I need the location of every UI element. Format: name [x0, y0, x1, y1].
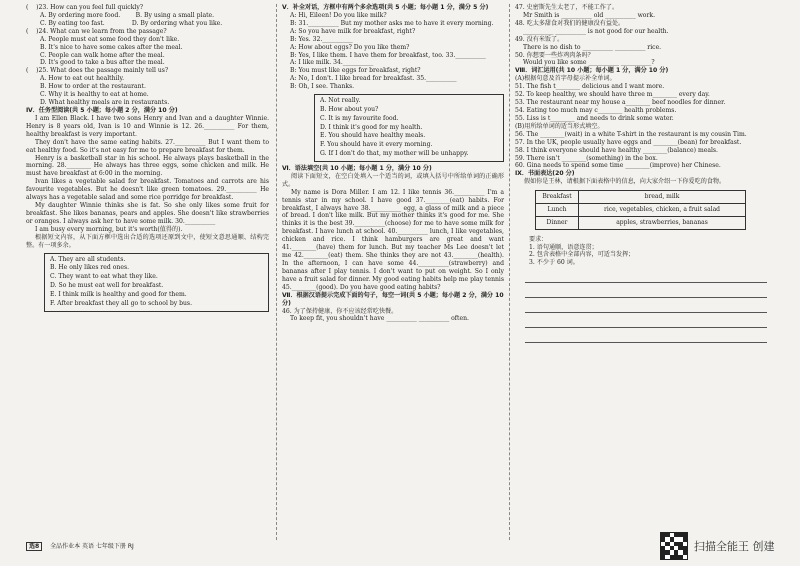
part-a-instruction: (A)根据句意及首字母提示补全单词。 [515, 75, 616, 83]
vocab-item: 57. In the UK, people usually have eggs and ________(bean) for breakfast. [515, 138, 742, 146]
q48-english: __________ __________ is not good for our health. [523, 27, 669, 35]
option-item: D. I think it's good for my health. [320, 123, 423, 131]
section-6-title: Ⅵ．语法填空(共 10 小题；每小题 1 分，满分 10 分) [282, 164, 432, 172]
dialogue-line: B: Yes, I like them. I have them for breakfast, too. 33.__________ [290, 51, 486, 59]
passage-paragraph: Henry is a basketball star in his school. He always plays basketball in the morning. 28.________ He always has three eggs, some chicken and milk. He must have breakfast at 6:00 in the morning. [26, 154, 271, 178]
option-item: E. You should have healthy meals. [320, 132, 426, 140]
vocab-item: 59. There isn't ________(something) in the box. [515, 154, 658, 162]
passage-paragraph: I am busy every morning, but it's worth(值得的). [35, 225, 183, 233]
food-table [535, 190, 746, 229]
vocab-item: 55. Liss is t________ and needs to drink some water. [515, 114, 674, 122]
q25: ( )25. What does the passage mainly tell us? [26, 67, 169, 75]
page-number: 选8 [26, 542, 42, 551]
vocab-item: 52. To keep healthy, we should have three m________ every day. [515, 91, 710, 99]
writing-line[interactable] [525, 303, 767, 313]
q47-english: Mr Smith is __________ old __________ work. [523, 11, 656, 19]
passage-paragraph: Ivan likes a vegetable salad for breakfast. Tomatoes and carrots are his favourite vegetables. But he doesn't like green tomatoes. 29.__________ He always has a vegetable salad and some rice porridge for breakfast. [26, 178, 271, 202]
section-8-title: Ⅷ．词汇运用(共 10 小题；每小题 1 分，满分 10 分) [515, 67, 669, 75]
q50-english: Would you like some __________ __________? [523, 59, 655, 67]
dialogue-options-box [314, 94, 504, 162]
passage-paragraph: They don't have the same eating habits. 27.__________ But I want them to eat healthy food. So it's not easy for me to prepare breakfast for them. [26, 138, 271, 154]
q46-chinese: 46. 为了保持健康，你不应该经常吃快餐。 [282, 307, 398, 315]
options-box [44, 253, 269, 312]
section-5-title: Ⅴ．补全对话，方框中有两个多余选项(共 5 小题；每小题 1 分，满分 5 分) [282, 4, 489, 11]
table-cell: Lunch [536, 204, 579, 217]
option-item: G. If I don't do that, my mother will be unhappy. [320, 150, 469, 158]
q24-option-c: C. People can walk home after the meal. [40, 51, 165, 59]
writing-instruction: 假如你是王林，请根据下面表格中的信息，向大家介绍一下你爱吃的食物。 [524, 178, 726, 186]
q24-option-a: A. People must eat some food they don't like. [40, 35, 180, 43]
dialogue-line: A: How about eggs? Do you like them? [290, 43, 410, 51]
writing-line[interactable] [525, 273, 767, 283]
q24-option-b: B. It's nice to have some cakes after the meal. [40, 43, 183, 51]
requirement-item: 3. 不少于 60 词。 [529, 259, 579, 267]
watermark-text: 扫描全能王 创建 [694, 540, 775, 553]
q46-english: To keep fit, you shouldn't have __________ __________ often. [290, 315, 469, 323]
vocab-item: 56. The ________(wait) in a white T-shirt in the restaurant is my cousin Tim. [515, 130, 747, 138]
vocab-item: 60. Gina needs to spend some time ________(improve) her Chinese. [515, 162, 721, 170]
table-cell: rice, vegetables, chicken, a fruit salad [579, 204, 746, 217]
column-middle [282, 4, 504, 323]
q23: ( )23. How can you feel full quickly? [26, 4, 144, 11]
q24-option-d: D. It's good to take a bus after the meal. [40, 59, 165, 67]
option-item: B. He only likes red ones. [50, 264, 130, 272]
writing-line[interactable] [525, 318, 767, 328]
requirements-title: 要求： [529, 235, 548, 243]
page-footer [26, 541, 134, 550]
q23-option-cd: C. By eating too fast. D. By ordering what you like. [40, 19, 223, 27]
book-title: 全品作业本 英语 七年级下册 RJ [50, 543, 134, 550]
section-9-title: Ⅸ．书面表达(20 分) [515, 170, 575, 178]
column-right [515, 4, 777, 348]
dialogue-line: A: So you have milk for breakfast, right? [290, 27, 416, 35]
table-cell: Dinner [536, 216, 579, 229]
q50-chinese: 50. 你想要一些炸鸡肉条吗？ [515, 51, 594, 59]
requirement-item: 2. 包含表格中全部内容，可适当发挥； [529, 251, 635, 259]
dialogue-line: B: 31.__________ But my mother asks me to have it every morning. [290, 19, 494, 27]
table-cell: Breakfast [536, 191, 579, 204]
q24: ( )24. What can we learn from the passage? [26, 27, 167, 35]
table-cell: bread, milk [579, 191, 746, 204]
writing-lines[interactable] [525, 273, 777, 343]
vocab-item: 51. The fish t________ delicious and I want more. [515, 83, 665, 91]
vocab-item: 53. The restaurant near my house a________ beef noodles for dinner. [515, 99, 726, 107]
q23-option-ab: A. By ordering more food. B. By using a small plate. [40, 11, 215, 19]
option-item: C. They want to eat what they like. [50, 273, 158, 281]
table-row [536, 216, 746, 229]
q25-option-a: A. How to eat out healthily. [40, 75, 125, 83]
option-item: B. How about you? [320, 105, 379, 113]
dialogue-line: A: Hi, Eileen! Do you like milk? [290, 11, 387, 19]
dialogue-line: B: You must like eggs for breakfast, right? [290, 67, 421, 75]
section-4-title: Ⅳ．任务型阅读(共 5 小题；每小题 2 分，满分 10 分) [26, 106, 178, 114]
option-item: A. Not really. [320, 97, 361, 105]
option-item: A. They are all students. [50, 255, 126, 263]
option-item: E. I think milk is healthy and good for them. [50, 290, 187, 298]
dialogue-line: A: No, I don't. I like bread for breakfast. 35.__________ [290, 75, 457, 83]
dialogue-line: A: I like milk. 34.__________ [290, 59, 374, 67]
q25-option-b: B. How to order at the restaurant. [40, 83, 146, 91]
writing-line[interactable] [525, 333, 767, 343]
part-b-instruction: (B)用所给单词的适当形式填空。 [515, 122, 604, 130]
option-item: F. After breakfast they all go to school by bus. [50, 299, 192, 307]
dialogue-line: B: Yes. 32.__________ [290, 35, 353, 43]
q49-chinese: 49. 没有米饭了。 [515, 35, 564, 43]
table-cell: apples, strawberries, bananas [579, 216, 746, 229]
vocab-item: 58. I think everyone should have healthy ________(balance) meals. [515, 146, 718, 154]
q49-english: There is no dish to __________ __________ rice. [523, 43, 662, 51]
grammar-instruction: 阅读下面短文，在空白处填入一个适当的词，或填入括号中所给单词的正确形式。 [282, 172, 504, 188]
qr-code-icon [660, 532, 688, 560]
table-row [536, 191, 746, 204]
table-row [536, 204, 746, 217]
option-item: C. It is my favourite food. [320, 114, 399, 122]
passage-paragraph: I am Ellen Black. I have two sons Henry and Ivan and a daughter Winnie. Henry is 8 years old, Ivan is 10 and Winnie is 12. 26.__________ For them, healthy breakfast is very important. [26, 114, 271, 138]
q47-chinese: 47. 史密斯先生太老了，不能工作了。 [515, 4, 619, 11]
task-instruction: 根据短文内容，从下面方框中选出合适的选项还原到文中，使短文意思通顺、结构完整。有一项多余。 [26, 233, 269, 249]
q25-option-d: D. What healthy meals are in restaurants. [40, 99, 170, 107]
column-divider [509, 4, 510, 540]
passage-paragraph: My daughter Winnie thinks she is fat. So she only likes some fruit for breakfast. She likes bananas, pears and apples. She doesn't like strawberries or oranges. I always ask her to have some milk. 30.__________ [26, 202, 271, 225]
option-item: D. So he must eat well for breakfast. [50, 282, 164, 290]
vocab-item: 54. Eating too much may c________ health problems. [515, 106, 677, 114]
column-divider [276, 4, 277, 540]
writing-line[interactable] [525, 288, 767, 298]
q48-chinese: 48. 吃太多甜食对我们的健康没有益处。 [515, 19, 625, 27]
q25-option-c: C. Why it is healthy to eat at home. [40, 91, 149, 99]
dialogue-line: B: Oh, I see. Thanks. [290, 83, 355, 91]
grammar-passage: My name is Dora Miller. I am 12. I like tennis 36.__________ I'm a tennis star in my school. I have good 37.________(eat) habits. For breakfast, I always have 38.__________ egg, a glass of milk and a piece of bread. I don't like milk. But my mother thinks it's good for me. She thinks it is the best 39.__________(choose) for me to have some milk for breakfast. I have lunch at school. 40.__________ lunch, I like vegetables, chicken and rice. I think hamburgers are great and want 41.________(have) them for lunch. But my teacher Ms Lee doesn't let me 42.________(eat) them. She thinks they are not 43.________(health). In the afternoon, I can have some 44.__________(strawberry) and bananas after I play tennis. I don't want to put on weight. So I only have a fruit salad for dinner. My good eating habits help me play tennis 45.________(good). Do you have good eating habits? [282, 188, 506, 291]
option-item: F. You should have it every morning. [320, 141, 433, 149]
scanner-watermark [660, 532, 775, 560]
column-left [26, 4, 269, 315]
section-7-title: Ⅶ．根据汉语提示完成下面的句子，每空一词(共 5 小题；每小题 2 分，满分 10 分) [282, 291, 506, 307]
requirement-item: 1. 语句通顺，语意连贯； [529, 243, 598, 251]
